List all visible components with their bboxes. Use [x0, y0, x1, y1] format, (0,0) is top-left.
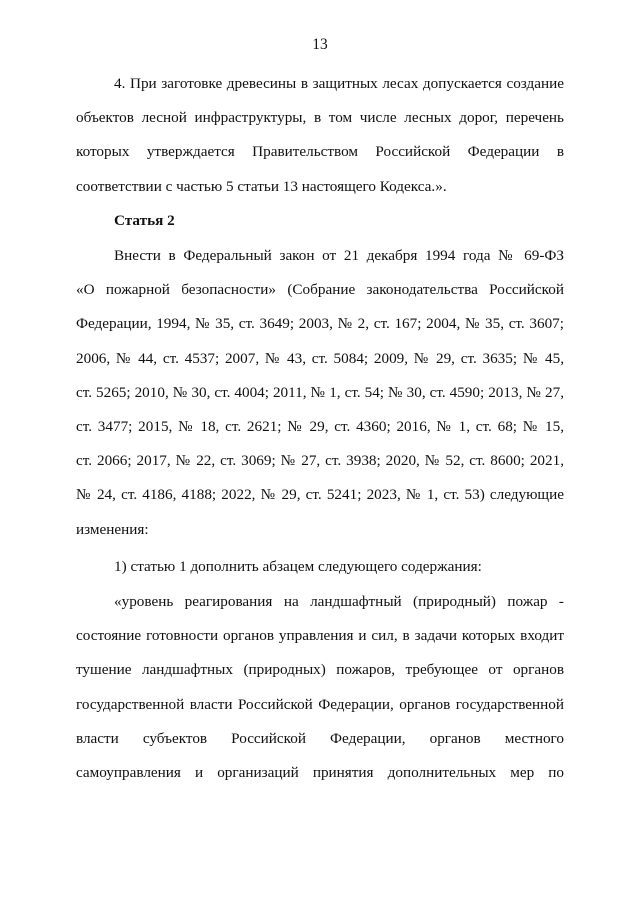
page-number: 13: [312, 36, 328, 53]
paragraph-line: тушение ландшафтных (природных) пожаров, требующее от органов: [76, 661, 564, 679]
paragraph-line: объектов лесной инфраструктуры, в том числе лесных дорог, перечень: [76, 109, 564, 127]
paragraph-line: «О пожарной безопасности» (Собрание законодательства Российской: [76, 281, 564, 299]
paragraph-line: государственной власти Российской Федерации, органов государственной: [76, 695, 564, 713]
paragraph-line: ст. 3477; 2015, № 18, ст. 2621; № 29, ст. 4360; 2016, № 1, ст. 68; № 15,: [76, 417, 564, 435]
paragraph-line: 4. При заготовке древесины в защитных лесах допускается создание: [114, 75, 564, 92]
paragraph-line: состояние готовности органов управления и сил, в задачи которых входит: [76, 627, 564, 645]
paragraph-line: «уровень реагирования на ландшафтный (природный) пожар -: [114, 593, 564, 610]
paragraph-line: самоуправления и организаций принятия дополнительных мер по: [76, 763, 564, 781]
paragraph-4: [76, 67, 564, 204]
paragraph-line: изменения:: [76, 520, 149, 538]
paragraph-line: Федерации, 1994, № 35, ст. 3649; 2003, № 2, ст. 167; 2004, № 35, ст. 3607;: [76, 315, 564, 333]
item-1-block: [76, 550, 564, 584]
definition-text: [76, 585, 564, 790]
paragraph-line: ст. 5265; 2010, № 30, ст. 4004; 2011, № 1, ст. 54; № 30, ст. 4590; 2013, № 27,: [76, 383, 564, 401]
paragraph-line: соответствии с частью 5 статьи 13 настоящего Кодекса.».: [76, 177, 447, 195]
article-heading: Статья 2: [114, 212, 175, 229]
article-heading-block: [76, 204, 564, 238]
paragraph-line: № 24, ст. 4186, 4188; 2022, № 29, ст. 5241; 2023, № 1, ст. 53) следующие: [76, 486, 564, 504]
paragraph-line: ст. 2066; 2017, № 22, ст. 3069; № 27, ст. 3938; 2020, № 52, ст. 8600; 2021,: [76, 452, 564, 470]
article-2-text: [76, 239, 564, 547]
paragraph-line: которых утверждается Правительством Российской Федерации в: [76, 143, 564, 161]
item-1: 1) статью 1 дополнить абзацем следующего содержания:: [114, 558, 482, 575]
paragraph-line: Внести в Федеральный закон от 21 декабря 1994 года № 69-ФЗ: [114, 247, 564, 264]
paragraph-line: власти субъектов Российской Федерации, органов местного: [76, 729, 564, 747]
paragraph-line: 2006, № 44, ст. 4537; 2007, № 43, ст. 5084; 2009, № 29, ст. 3635; № 45,: [76, 349, 564, 367]
